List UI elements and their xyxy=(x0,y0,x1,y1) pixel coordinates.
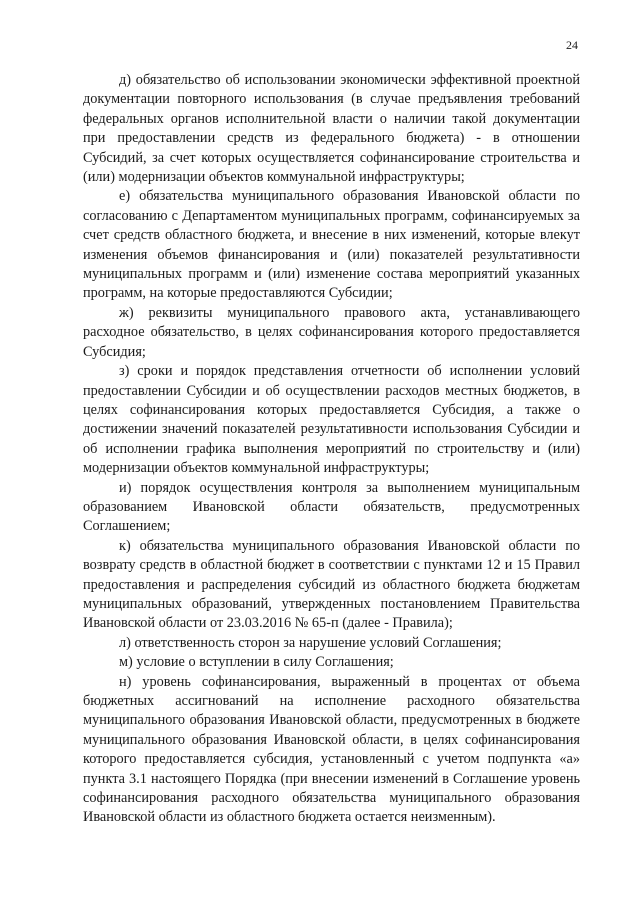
paragraph-m: м) условие о вступлении в силу Соглашения; xyxy=(119,654,394,671)
page-number: 24 xyxy=(566,38,578,52)
paragraph-k: к) обязательства муниципального образования Ивановской области по возврату средств в областной бюджет в соответствии с пунктами 12 и 15 Правил предоставления и распределения субсидий из областного бюджета бюджетам муниципальных образований, утвержденных постановлением Правительства Ивановской области от 23.03.2016 № 65-п (далее - Правила); xyxy=(83,537,580,632)
paragraph-e: е) обязательства муниципального образования Ивановской области по согласованию с Департаментом муниципальных программ, софинансируемых за счет средств областного бюджета, и внесение в них изменений, которые влекут изменения объемов финансирования и (или) показателей результативности муниципальных программ и (или) изменение состава мероприятий указанных программ, на которые предоставляются Субсидии; xyxy=(83,188,580,302)
paragraph-d: д) обязательство об использовании экономически эффективной проектной документации повторного использования (в случае предъявления требований федеральных органов исполнительной власти о наличии такой документации при предоставлении средств из федерального бюджета) - в отношении Субсидий, за счет которых осуществляется софинансирование строительства и (или) модернизации объектов коммунальной инфраструктуры; xyxy=(83,72,580,186)
paragraph-zh: ж) реквизиты муниципального правового акта, устанавливающего расходное обязательство, в целях софинансирования которого предоставляется Субсидия; xyxy=(83,304,580,360)
paragraph-n: н) уровень софинансирования, выраженный в процентах от объема бюджетных ассигнований на исполнение расходного обязательства муниципального образования Ивановской области, предусмотренных в бюджете муниципального образования Ивановской области, в целях софинансирования которого предоставляется субсидия, установленный с учетом подпункта «а» пункта 3.1 настоящего Порядка (при внесении изменений в Соглашение уровень софинансирования расходного обязательства муниципального образования Ивановской области из областного бюджета остается неизменным). xyxy=(83,673,580,826)
paragraph-i: и) порядок осуществления контроля за выполнением муниципальным образованием Ивановской области обязательств, предусмотренных Соглашением; xyxy=(83,479,580,535)
document-body xyxy=(83,71,580,828)
paragraph-z: з) сроки и порядок представления отчетности об исполнении условий предоставлении Субсидии и об осуществлении расходов местных бюджетов, в целях софинансирования которых предоставляется Субсидия, а также о достижении значений показателей результативности использования Субсидии и об исполнении графика выполнения мероприятий по строительству и (или) модернизации объектов коммунальной инфраструктуры; xyxy=(83,363,580,477)
paragraph-l: л) ответственность сторон за нарушение условий Соглашения; xyxy=(119,634,502,651)
